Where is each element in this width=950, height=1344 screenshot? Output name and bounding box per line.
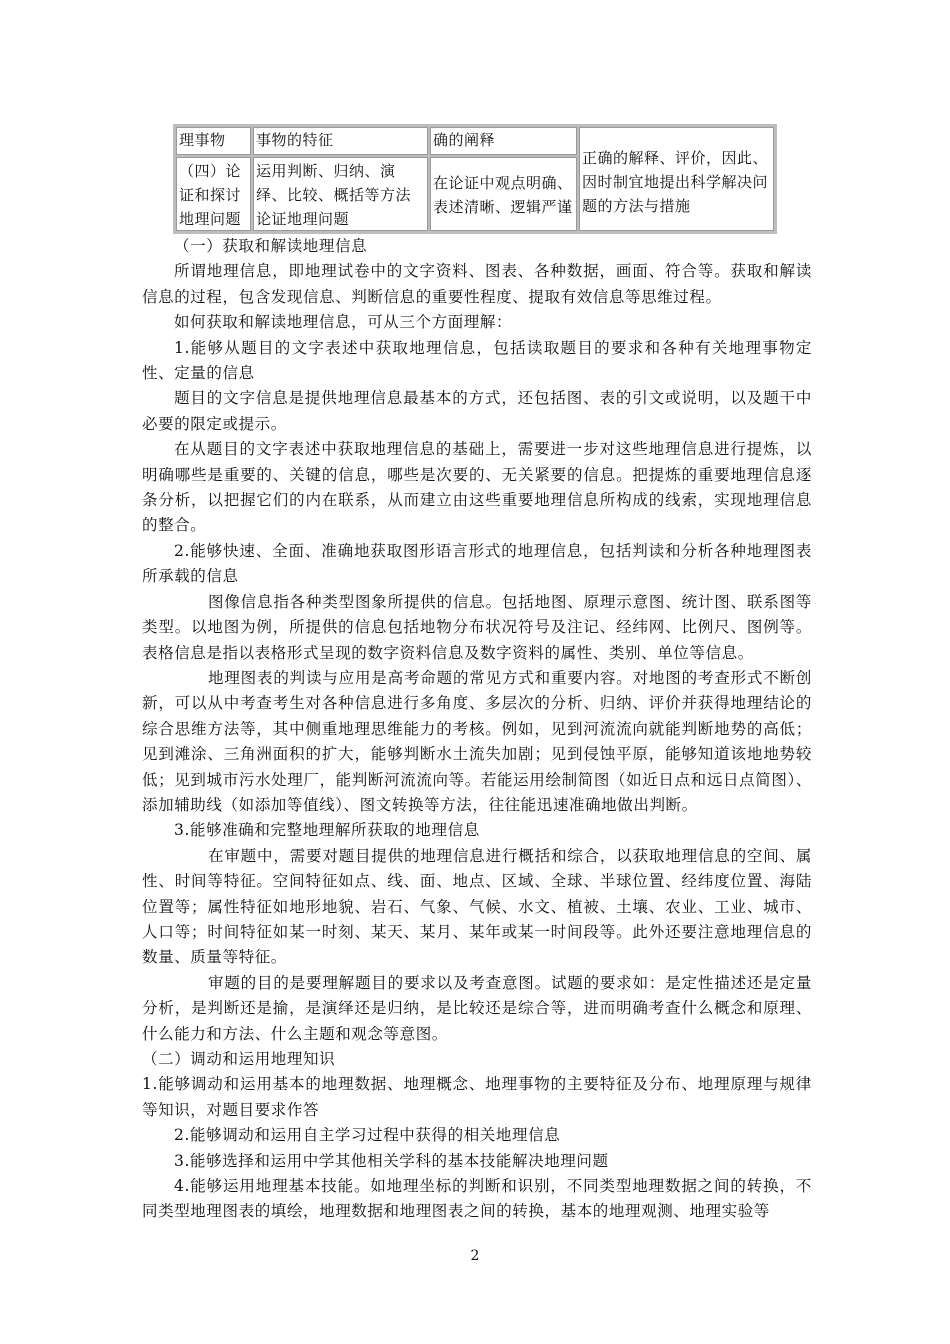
paragraph: 题目的文字信息是提供地理信息最基本的方式，还包括图、表的引文或说明，以及题干中必要的限定或提示。 <box>142 389 812 433</box>
numbered-item: 1.能够调动和运用基本的地理数据、地理概念、地理事物的主要特征及分布、地理原理与规律等知识，对题目要求作答 <box>142 1075 812 1119</box>
table-cell: （四）论证和探讨地理问题 <box>176 157 251 231</box>
numbered-item: 1.能够从题目的文字表述中获取地理信息，包括读取题目的要求和各种有关地理事物定性、定量的信息 <box>142 338 812 383</box>
numbered-item: 3.能够选择和运用中学其他相关学科的基本技能解决地理问题 <box>174 1151 609 1170</box>
numbered-item: 2.能够快速、全面、准确地获取图形语言形式的地理信息，包括判读和分析各种地理图表所承载的信息 <box>142 541 812 586</box>
paragraph: 审题的目的是要理解题目的要求以及考查意图。试题的要求如：是定性描述还是定量分析，是判断还是揄，是演绎还是归纳，是比较还是综合等，进而明确考查什么概念和原理、什么能力和方法、什么主题和观念等意图。 <box>142 973 812 1043</box>
paragraph: 如何获取和解读地理信息，可从三个方面理解： <box>174 313 513 332</box>
table-cell: 确的阐释 <box>430 127 577 155</box>
table-cell-merged: 正确的解释、评价，因此、因时制宜地提出科学解决问题的方法与措施 <box>579 127 774 231</box>
table-cell: 在论证中观点明确、表述清晰、逻辑严谨 <box>430 157 577 231</box>
body-text <box>142 234 812 1225</box>
requirements-table <box>173 124 777 234</box>
paragraph: 图像信息指各种类型图象所提供的信息。包括地图、原理示意图、统计图、联系图等类型。以地图为例，所提供的信息包括地物分布状况符号及注记、经纬网、比例尺、图例等。表格信息是指以表格形式呈现的数字资料信息及数字资料的属性、类别、单位等信息。 <box>142 592 812 662</box>
numbered-item: 3.能够准确和完整地理解所获取的地理信息 <box>174 821 480 840</box>
table-cell: 事物的特征 <box>253 127 428 155</box>
page-number: 2 <box>470 1248 480 1264</box>
numbered-item: 4.能够运用地理基本技能。如地理坐标的判断和识别，不同类型地理数据之间的转换，不同类型地理图表的填绘，地理数据和地理图表之间的转换，基本的地理观测、地理实验等 <box>142 1177 812 1221</box>
paragraph: 地理图表的判读与应用是高考命题的常见方式和重要内容。对地图的考查形式不断创新，可以从中考查考生对各种信息进行多角度、多层次的分析、归纳、评价并获得地理结论的综合思维方法等，其中侧重地理思维能力的考核。例如，见到河流流向就能判断地势的高低；见到滩涂、三角洲面积的扩大，能够判断水土流失加剧；见到侵蚀平原，能够知道该地地势较低；见到城市污水处理厂，能判断河流流向等。若能运用绘制简图（如近日点和远日点简图）、添加辅助线（如添加等值线）、图文转换等方法，往往能迅速准确地做出判断。 <box>142 668 812 814</box>
paragraph: 在审题中，需要对题目提供的地理信息进行概括和综合，以获取地理信息的空间、属性、时间等特征。空间特征如点、线、面、地点、区域、全球、半球位置、经纬度位置、海陆位置等；属性特征如地形地貌、岩石、气象、气候、水文、植被、土壤、农业、工业、城市、人口等；时间特征如某一时刻、某天、某月、某年或某一时间段等。此外还要注意地理信息的数量、质量等特征。 <box>142 846 812 967</box>
paragraph: 所谓地理信息，即地理试卷中的文字资料、图表、各种数据，画面、符合等。获取和解读信息的过程，包含发现信息、判断信息的重要性程度、提取有效信息等思维过程。 <box>142 262 812 306</box>
paragraph: 在从题目的文字表述中获取地理信息的基础上，需要进一步对这些地理信息进行提炼，以明确哪些是重要的、关键的信息，哪些是次要的、无关紧要的信息。把提炼的重要地理信息逐条分析，以把握它们的内在联系，从而建立由这些重要地理信息所构成的线索，实现地理信息的整合。 <box>142 440 812 535</box>
section-heading: （二）调动和运用地理知识 <box>142 1050 336 1068</box>
numbered-item: 2.能够调动和运用自主学习过程中获得的相关地理信息 <box>174 1126 561 1145</box>
section-heading: （一）获取和解读地理信息 <box>174 237 368 255</box>
table-cell: 运用判断、归纳、演绎、比较、概括等方法论证地理问题 <box>253 157 428 231</box>
table-cell: 理事物 <box>176 127 251 155</box>
